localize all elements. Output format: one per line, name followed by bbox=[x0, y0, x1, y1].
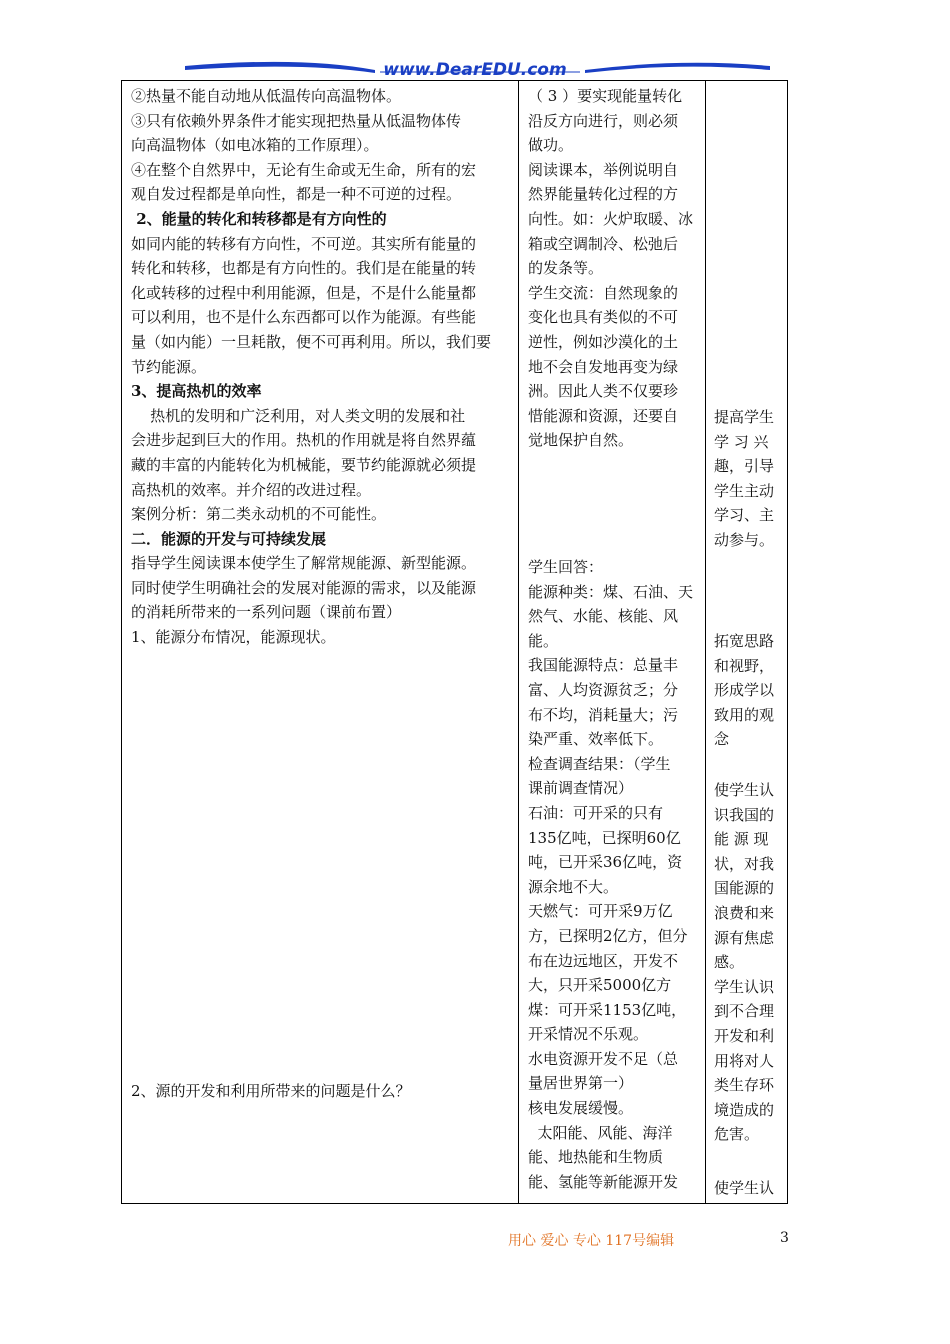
student-line: 源余地不大。 bbox=[528, 877, 619, 896]
intent-line: 国能源的 bbox=[714, 879, 775, 898]
student-line: 地不会自发地再变为绿 bbox=[528, 357, 679, 376]
site-logo[interactable]: www.DearEDU.com bbox=[383, 60, 567, 80]
student-activity-column bbox=[519, 81, 706, 1203]
student-line: 阅读课本，举例说明自 bbox=[528, 160, 679, 179]
student-line: 大，只开采5000亿方 bbox=[528, 976, 672, 995]
student-line: 变化也具有类似的不可 bbox=[528, 308, 679, 327]
content-line: 量（如内能）一旦耗散，便不可再利用。所以，我们要 bbox=[131, 332, 492, 351]
student-activity-lower bbox=[528, 555, 700, 1194]
content-line: ③只有依赖外界条件才能实现把热量从低温物体传 bbox=[131, 111, 462, 130]
student-line: （ 3 ）要实现能量转化 bbox=[528, 87, 683, 105]
content-line: 向高温物体（如电冰箱的工作原理）。 bbox=[131, 136, 379, 155]
intent-line: 浪费和来 bbox=[714, 903, 775, 922]
intent-line: 类生存环 bbox=[714, 1076, 775, 1095]
student-line: 量居世界第一） bbox=[528, 1074, 634, 1093]
student-line: 石油：可开采的只有 bbox=[528, 803, 664, 822]
content-line: 化或转移的过程中利用能源，但是，不是什么能量都 bbox=[131, 283, 477, 302]
student-line: 学生回答： bbox=[528, 558, 604, 576]
student-line: 我国能源特点：总量丰 bbox=[528, 656, 679, 675]
student-activity-upper bbox=[528, 84, 700, 453]
student-line: 逆性，例如沙漠化的土 bbox=[528, 332, 679, 351]
intent-line: 提高学生 bbox=[714, 408, 775, 426]
intent-line: 感。 bbox=[714, 953, 745, 972]
content-line: 如同内能的转移有方向性，不可逆。其实所有能量的 bbox=[131, 234, 477, 253]
student-line: 能源种类：煤、石油、天 bbox=[528, 582, 694, 601]
student-line: 方，已探明2亿方，但分 bbox=[528, 926, 688, 945]
student-line: 布不均，消耗量大；污 bbox=[528, 705, 679, 724]
content-line: 观自发过程都是单向性，都是一种不可逆的过程。 bbox=[131, 185, 462, 204]
intent-line: 境造成的 bbox=[714, 1100, 775, 1119]
page-number: 3 bbox=[780, 1230, 789, 1246]
intent-block-horizons bbox=[714, 629, 784, 752]
lesson-table bbox=[121, 80, 788, 1204]
intent-line: 源有焦虑 bbox=[714, 928, 775, 947]
student-line: 的发条等。 bbox=[528, 259, 604, 278]
intent-line: 状，对我 bbox=[714, 854, 775, 873]
intent-line: 学生认识 bbox=[714, 977, 775, 996]
student-line: 检查调查结果：（学生 bbox=[528, 754, 671, 773]
intent-line: 动参与。 bbox=[714, 530, 775, 549]
student-line: 天燃气：可开采9万亿 bbox=[528, 902, 673, 921]
intent-line: 趣，引导 bbox=[714, 457, 775, 476]
intent-line: 使学生认 bbox=[714, 781, 775, 799]
student-line: 水电资源开发不足（总 bbox=[528, 1049, 679, 1068]
student-line: 向性。如：火炉取暖、冰 bbox=[528, 209, 694, 228]
content-line: 可以利用，也不是什么东西都可以作为能源。有些能 bbox=[131, 308, 477, 327]
content-line: 热机的发明和广泛利用，对人类文明的发展和社 bbox=[131, 406, 466, 425]
student-line: 惜能源和资源，还要自 bbox=[528, 406, 679, 425]
content-line: 会进步起到巨大的作用。热机的作用就是将自然界蕴 bbox=[131, 431, 477, 450]
footer-editor-text: 用心 爱心 专心 117号编辑 bbox=[508, 1233, 675, 1249]
intent-line: 用将对人 bbox=[714, 1051, 775, 1070]
intent-block-interest bbox=[714, 405, 784, 553]
intent-block-continued bbox=[714, 1176, 784, 1201]
student-line: 课前调查情况） bbox=[528, 779, 634, 798]
content-line: 同时使学生明确社会的发展对能源的需求，以及能源 bbox=[131, 578, 477, 597]
student-line: 能、氢能等新能源开发 bbox=[528, 1172, 679, 1191]
page-footer bbox=[0, 1230, 950, 1250]
content-line: 二．能源的开发与可持续发展 bbox=[131, 529, 327, 548]
intent-line: 拓宽思路 bbox=[714, 632, 775, 650]
student-line: 核电发展缓慢。 bbox=[528, 1099, 634, 1118]
intent-line: 识我国的 bbox=[714, 805, 775, 824]
student-line: 学生交流：自然现象的 bbox=[528, 283, 679, 302]
student-line: 太阳能、风能、海洋 bbox=[528, 1123, 673, 1142]
content-line: 高热机的效率。并介绍的改进过程。 bbox=[131, 480, 372, 499]
intent-line: 学习、主 bbox=[714, 506, 775, 525]
intent-line: 到不合理 bbox=[714, 1002, 775, 1021]
content-line: 的消耗所带来的一系列问题（课前布置） bbox=[131, 603, 402, 622]
content-line: 指导学生阅读课本使学生了解常规能源、新型能源。 bbox=[131, 554, 477, 573]
student-line: 染严重、效率低下。 bbox=[528, 730, 664, 749]
content-line: 1、能源分布情况，能源现状。 bbox=[131, 628, 336, 647]
student-line: 能。 bbox=[528, 631, 559, 650]
banner-swoosh-graphic bbox=[0, 0, 950, 84]
content-line: 藏的丰富的内能转化为机械能，要节约能源就必须提 bbox=[131, 455, 477, 474]
student-line: 135亿吨，已探明60亿 bbox=[528, 828, 681, 847]
intent-line: 学 习 兴 bbox=[714, 432, 769, 451]
student-line: 然界能量转化过程的方 bbox=[528, 185, 679, 204]
content-line: 3、提高热机的效率 bbox=[131, 382, 262, 401]
student-line: 煤：可开采1153亿吨， bbox=[528, 1000, 687, 1019]
intent-line: 危害。 bbox=[714, 1125, 760, 1144]
content-line: 节约能源。 bbox=[131, 357, 207, 376]
student-line: 布在边远地区，开发不 bbox=[528, 951, 679, 970]
intent-line: 致用的观 bbox=[714, 705, 775, 724]
student-line: 富、人均资源贫乏；分 bbox=[528, 680, 679, 699]
student-line: 箱或空调制冷、松弛后 bbox=[528, 234, 679, 253]
intent-line: 能 源 现 bbox=[714, 830, 769, 849]
student-line: 开采情况不乐观。 bbox=[528, 1025, 649, 1044]
teaching-content-column bbox=[122, 81, 519, 1203]
intent-line: 形成学以 bbox=[714, 681, 775, 700]
content-line: ②热量不能自动地从低温传向高温物体。 bbox=[131, 87, 402, 105]
content-line: 2、能量的转化和转移都是有方向性的 bbox=[131, 209, 387, 228]
content-line: 案例分析：第二类永动机的不可能性。 bbox=[131, 505, 387, 524]
student-line: 洲。因此人类不仅要珍 bbox=[528, 382, 679, 401]
student-line: 做功。 bbox=[528, 136, 574, 155]
intent-line: 学生主动 bbox=[714, 481, 775, 500]
content-line: ④在整个自然界中，无论有生命或无生命，所有的宏 bbox=[131, 160, 477, 179]
intent-line: 和视野， bbox=[714, 656, 775, 675]
main-text-block bbox=[131, 84, 513, 650]
main-text-question-2: 2、源的开发和利用所带来的问题是什么？ bbox=[131, 1082, 411, 1100]
header-banner bbox=[0, 0, 950, 84]
intent-line: 使学生认 bbox=[714, 1179, 775, 1197]
student-line: 吨，已开采36亿吨，资 bbox=[528, 853, 683, 872]
intent-block-awareness bbox=[714, 778, 784, 1147]
intent-line: 念 bbox=[714, 730, 730, 749]
student-line: 然气、水能、核能、风 bbox=[528, 607, 679, 626]
student-line: 觉地保护自然。 bbox=[528, 431, 634, 450]
design-intent-column bbox=[706, 81, 788, 1203]
student-line: 能、地热能和生物质 bbox=[528, 1148, 664, 1167]
intent-line: 开发和利 bbox=[714, 1026, 775, 1045]
student-line: 沿反方向进行，则必须 bbox=[528, 111, 679, 130]
content-line: 转化和转移，也都是有方向性的。我们是在能量的转 bbox=[131, 259, 477, 278]
